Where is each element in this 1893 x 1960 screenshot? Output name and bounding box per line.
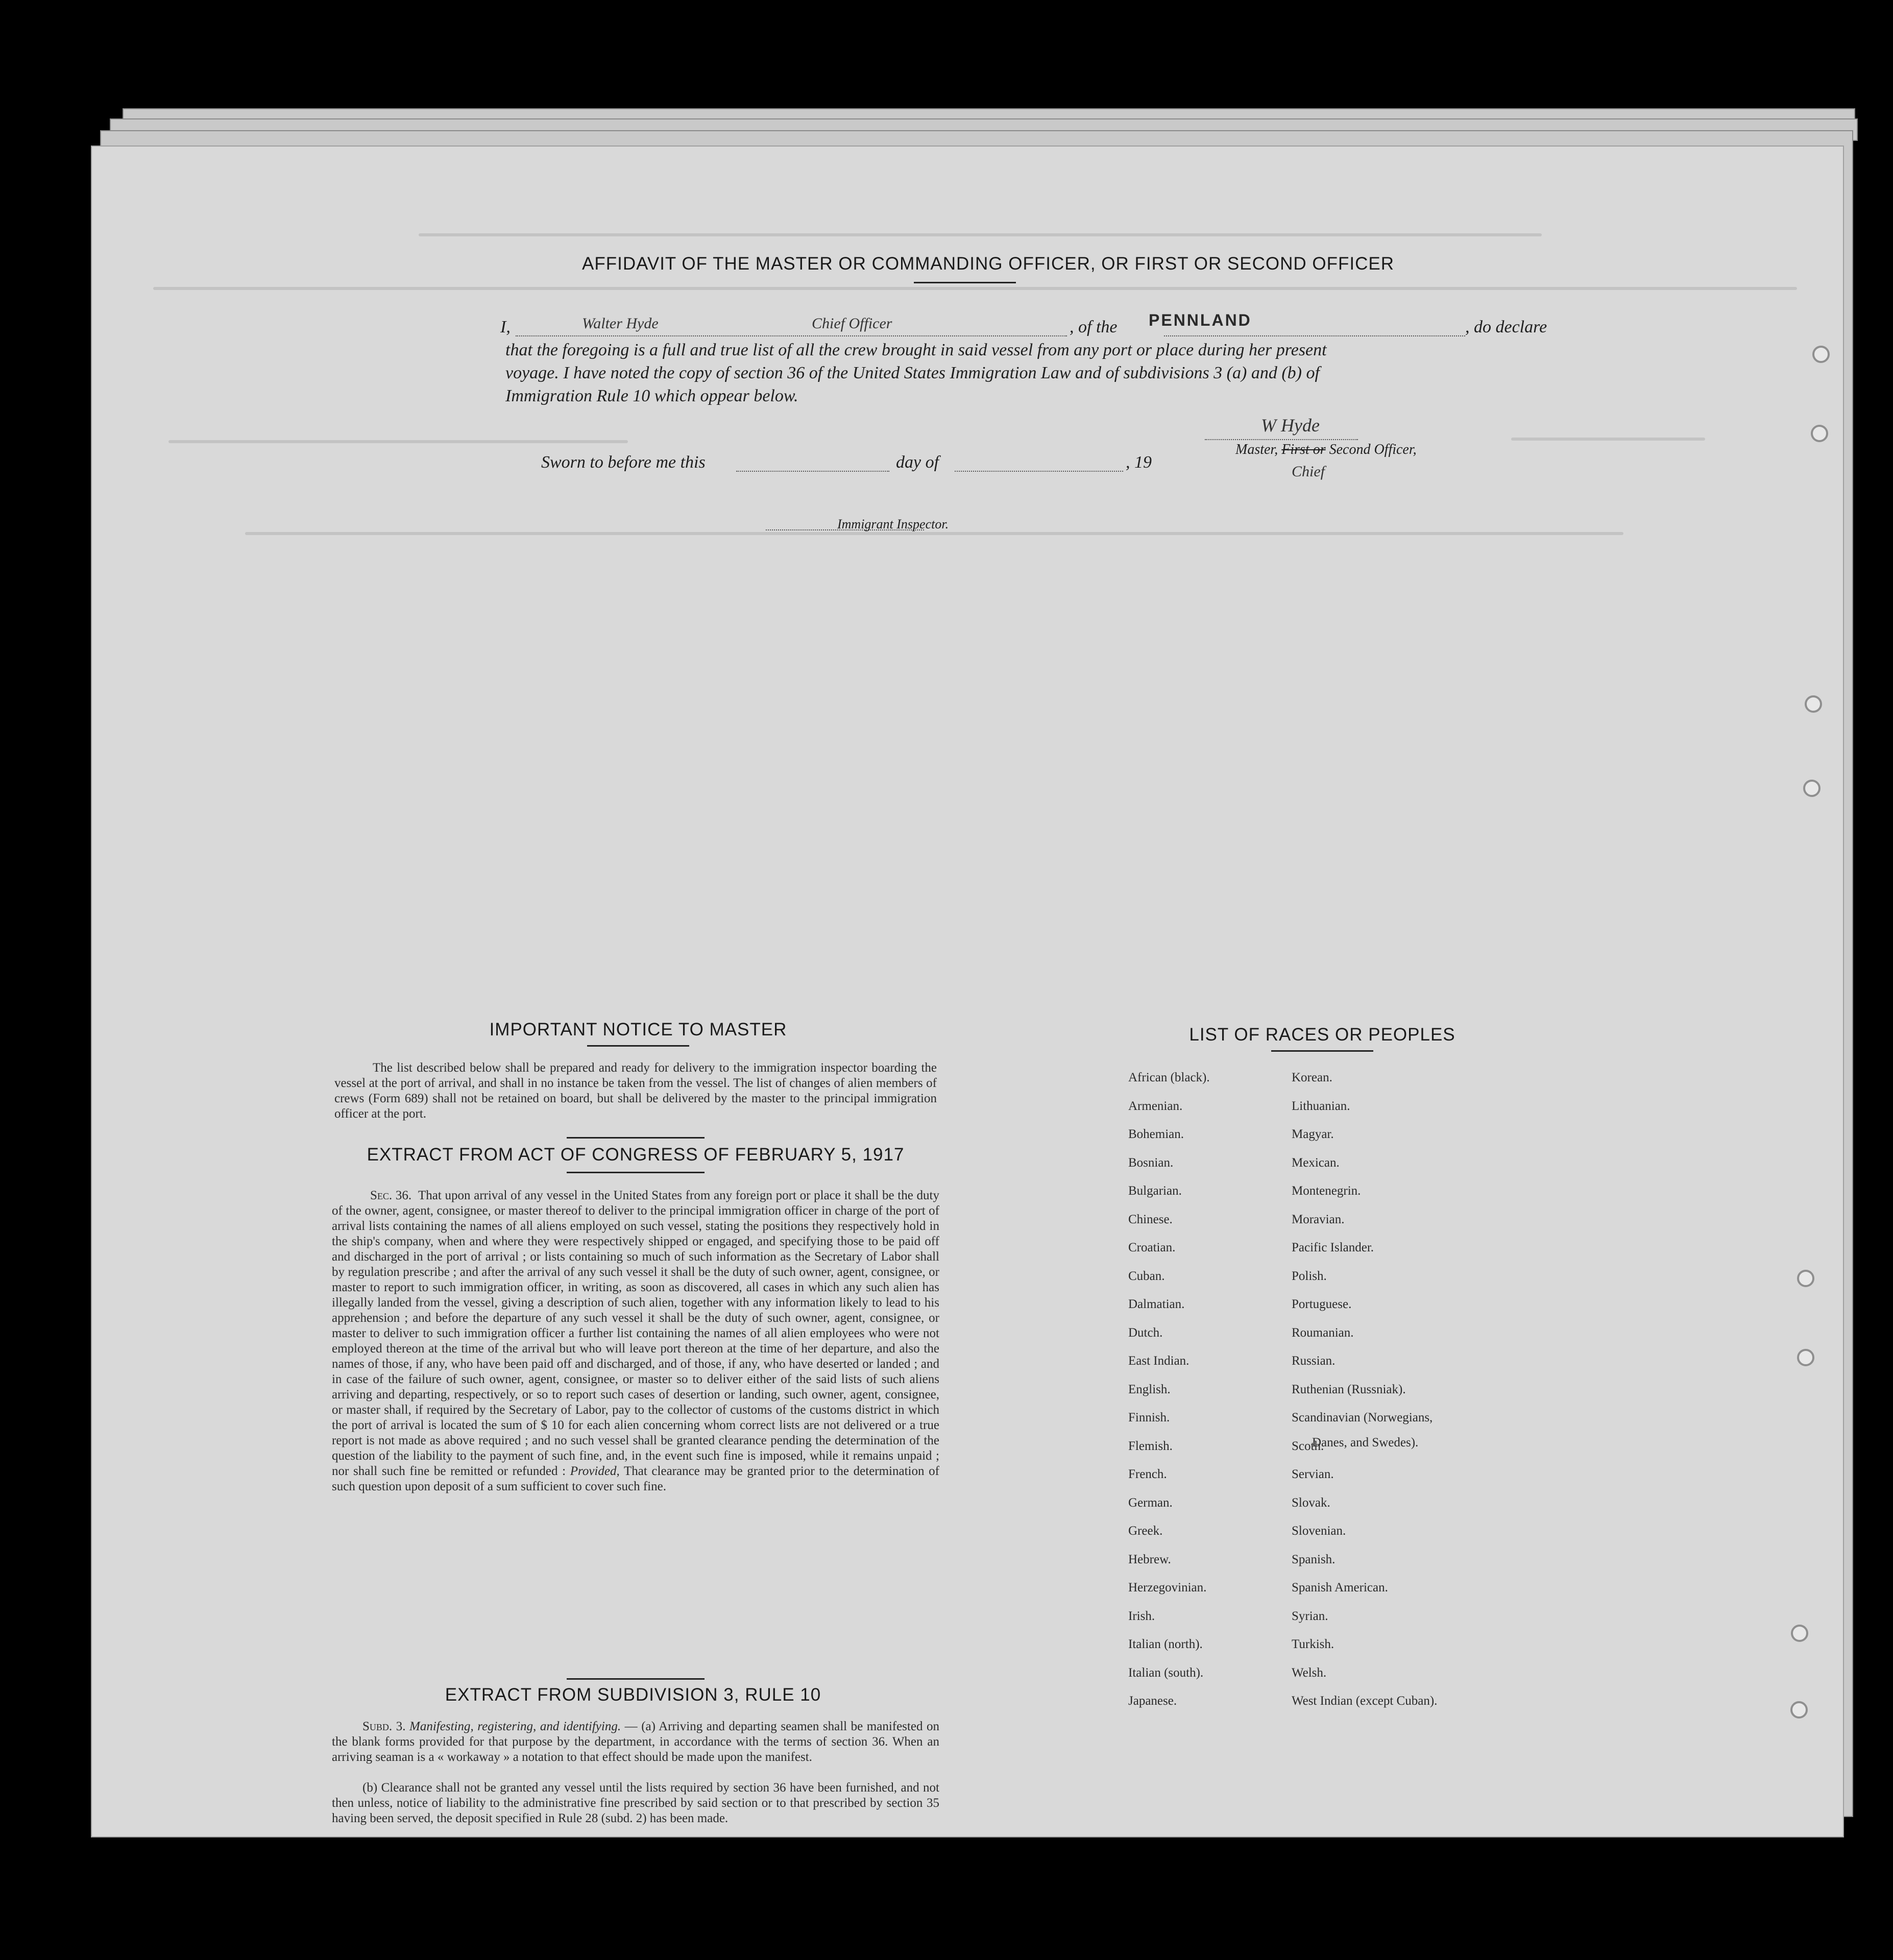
affidavit-line-2: voyage. I have noted the copy of section 36 of the United States Immigration Law and of subdivisions 3 (a) and (b) of <box>505 364 1320 382</box>
affidavit-title: AFFIDAVIT OF THE MASTER OR COMMANDING OFFICER, OR FIRST OR SECOND OFFICER <box>582 254 1395 274</box>
race-item: Cuban. <box>1128 1269 1165 1283</box>
binder-hole <box>1803 780 1821 797</box>
bleed-through <box>168 440 628 443</box>
race-item: English. <box>1128 1382 1171 1396</box>
act-text <box>332 1188 939 1494</box>
act-title: EXTRACT FROM ACT OF CONGRESS OF FEBRUARY 5, 1917 <box>367 1145 905 1165</box>
vessel-line <box>1164 335 1465 336</box>
race-item: Italian (south). <box>1128 1665 1204 1680</box>
officer-role-label <box>1235 442 1417 458</box>
race-item: Lithuanian. <box>1292 1099 1350 1113</box>
race-item: Chinese. <box>1128 1212 1173 1226</box>
bleed-through <box>245 532 1623 535</box>
year-label: , 19 <box>1126 453 1152 472</box>
notice-title-rule <box>587 1045 689 1047</box>
affidavit-line-1: that the foregoing is a full and true list of all the crew brought in said vessel from any port or place during her present <box>505 341 1327 359</box>
binder-hole <box>1805 695 1822 713</box>
race-item: Scoth. <box>1292 1439 1324 1453</box>
rule-text-a <box>332 1719 939 1765</box>
officer-rank: Chief Officer <box>812 315 892 332</box>
race-item: African (black). <box>1128 1071 1210 1084</box>
races-title: LIST OF RACES OR PEOPLES <box>1189 1025 1455 1045</box>
race-item: Bulgarian. <box>1128 1184 1182 1198</box>
act-provided-label: Provided, <box>570 1464 620 1478</box>
notice-text: The list described below shall be prepared and ready for delivery to the immigration inspector boarding the vessel at the port of arrival, and shall in no instance be taken from the vessel. The list of changes of alien members of crews (Form 689) shall not be retained on board, but shall be delivered by the master to the principal immigration officer at the port. <box>334 1061 937 1121</box>
race-item: Armenian. <box>1128 1099 1183 1113</box>
role-struck: First or <box>1281 442 1326 457</box>
bleed-through <box>1511 438 1705 441</box>
master-signature: W Hyde <box>1261 415 1320 435</box>
race-item: Portuguese. <box>1292 1297 1352 1311</box>
rule-a-text: — (a) Arriving and departing seamen shall be manifested on the blank forms provided for that purpose by the department, in accordance with the terms of section 36. When an arriving seaman is a « workaway » a notation to that effect should be made upon the manifest. <box>332 1720 940 1764</box>
act-body: That upon arrival of any vessel in the United States from any foreign port or place it shall be the duty of the owner, agent, consignee, or master thereof to deliver to the principal immigration officer in charge of the port of arrival lists containing the names of all aliens employed on such vessel, stating the positions they respectively hold in the ship's company, when and where they were respectively shipped or engaged, and specifying those to be paid off and discharged in the port of arrival ; or lists containing so much of such information as the Secretary of Labor shall by regulation prescribe ; and after the arrival of any such vessel it shall be the duty of such owner, agent, consignee, or master to report to such immigration officer, in writing, as soon as discovered, all cases in which any such alien has illegally landed from the vessel, giving a description of such alien, together with any information likely to lead to his apprehension ; and before the departure of any such vessel it shall be the duty of such owner, agent, consignee, or master to deliver to such immigration officer a further list containing the names of all alien employees who were not employed thereon at the time of the arrival but who will leave port thereon at the time of her departure, and also the names of those, if any, who have been paid off and discharged, and of those, if any, who have deserted or landed ; and in case of the failure of such owner, agent, consignee, or master so to deliver either of the said lists of such aliens arriving and departing, respectively, or so to report such cases of desertion or landing, such owner, agent, consignee, or master shall, if required by the Secretary of Labor, pay to the collector of customs of the customs district in which the port of arrival is located the sum of $ 10 for each alien concerning whom correct lists are not delivered or a true report is not made as above required ; and no such vessel shall be granted clearance pending the determination of the question of the liability to the payment of such fine, and, in the event such fine is imposed, while it remains unpaid ; nor shall such fine be remitted or refunded : <box>332 1189 939 1478</box>
race-item: Spanish American. <box>1292 1581 1388 1594</box>
race-item: Croatian. <box>1128 1241 1176 1254</box>
race-item: Slovenian. <box>1292 1524 1346 1538</box>
binder-hole <box>1811 425 1828 442</box>
race-item: Hebrew. <box>1128 1552 1171 1566</box>
race-item: Flemish. <box>1128 1439 1173 1453</box>
race-item: Dutch. <box>1128 1325 1163 1340</box>
role-master: Master, <box>1235 442 1282 457</box>
race-item: Welsh. <box>1292 1665 1327 1680</box>
role-second: Second Officer, <box>1325 442 1417 457</box>
notice-title: IMPORTANT NOTICE TO MASTER <box>489 1020 787 1039</box>
race-item: German. <box>1128 1495 1173 1510</box>
bleed-through <box>419 233 1542 236</box>
race-item: Finnish. <box>1128 1411 1170 1424</box>
race-item: Turkish. <box>1292 1637 1334 1651</box>
of-the-label: , of the <box>1070 318 1118 336</box>
race-item: Magyar. <box>1292 1127 1334 1141</box>
race-item: Italian (north). <box>1128 1637 1203 1651</box>
race-item: Herzegovinian. <box>1128 1581 1207 1594</box>
race-item: Moravian. <box>1292 1212 1345 1226</box>
act-provided-text: That clearance may be granted prior to the determination of such question upon deposit of a sum sufficient to cover such fine. <box>332 1464 939 1493</box>
rule-title-rule-top <box>567 1678 705 1680</box>
sworn-label: Sworn to before me this <box>541 453 706 472</box>
binder-hole <box>1797 1349 1814 1366</box>
races-title-rule <box>1271 1050 1373 1052</box>
race-item: Roumanian. <box>1292 1325 1354 1340</box>
declare-label: , do declare <box>1465 318 1547 336</box>
race-item: Servian. <box>1292 1467 1334 1481</box>
binder-hole <box>1790 1701 1808 1719</box>
race-item: West Indian (except Cuban). <box>1292 1694 1438 1708</box>
race-item: French. <box>1128 1467 1167 1481</box>
race-item: Scandinavian (Norwegians, <box>1292 1411 1433 1424</box>
race-item: Slovak. <box>1292 1495 1330 1510</box>
race-item: Greek. <box>1128 1524 1163 1538</box>
signature-rank: Chief <box>1292 463 1325 480</box>
day-of-label: day of <box>896 453 939 472</box>
officer-name: Walter Hyde <box>582 315 659 332</box>
signature-line <box>1205 439 1358 440</box>
act-section-label: Sec. 36. <box>370 1189 412 1202</box>
name-line <box>516 335 1067 336</box>
rule-subd-label: Subd. 3. <box>362 1720 406 1733</box>
bleed-through <box>153 287 1797 290</box>
race-item: Korean. <box>1292 1071 1332 1084</box>
vessel-name: PENNLAND <box>1149 311 1252 329</box>
binder-hole <box>1791 1625 1808 1642</box>
i-label: I, <box>500 318 511 336</box>
race-item: Pacific Islander. <box>1292 1241 1374 1254</box>
sworn-month-line <box>955 471 1123 472</box>
race-item: Japanese. <box>1128 1694 1177 1708</box>
race-item: Russian. <box>1292 1354 1336 1368</box>
binder-hole <box>1812 346 1830 363</box>
affidavit-title-rule <box>914 282 1016 283</box>
race-scandinavian-cont: Danes, and Swedes). <box>1312 1436 1419 1449</box>
race-item: Polish. <box>1292 1269 1327 1283</box>
race-item: Montenegrin. <box>1292 1184 1361 1198</box>
binder-hole <box>1797 1270 1814 1287</box>
act-title-rule-top <box>567 1137 705 1139</box>
sworn-day-line <box>736 471 889 472</box>
race-item: Syrian. <box>1292 1609 1328 1623</box>
race-item: Bosnian. <box>1128 1155 1174 1170</box>
rule-text-b: (b) Clearance shall not be granted any vessel until the lists required by section 36 have been furnished, and not then unless, notice of liability to the administrative fine prescribed by said section or to that prescribed by section 35 having been served, the deposit specified in Rule 28 (subd. 2) has been made. <box>332 1781 939 1825</box>
rule-title: EXTRACT FROM SUBDIVISION 3, RULE 10 <box>445 1685 821 1705</box>
act-title-rule <box>567 1172 705 1173</box>
inspector-label: Immigrant Inspector. <box>837 517 949 531</box>
rule-subd-heading: Manifesting, registering, and identifying. <box>409 1720 621 1733</box>
race-item: Dalmatian. <box>1128 1297 1185 1311</box>
affidavit-line-3: Immigration Rule 10 which oppear below. <box>505 386 798 405</box>
race-item: Mexican. <box>1292 1155 1340 1170</box>
race-item: Spanish. <box>1292 1552 1336 1566</box>
document-page <box>91 146 1844 1837</box>
race-item: Bohemian. <box>1128 1127 1184 1141</box>
race-item: East Indian. <box>1128 1354 1190 1368</box>
race-item: Ruthenian (Russniak). <box>1292 1382 1406 1396</box>
race-item: Irish. <box>1128 1609 1155 1623</box>
